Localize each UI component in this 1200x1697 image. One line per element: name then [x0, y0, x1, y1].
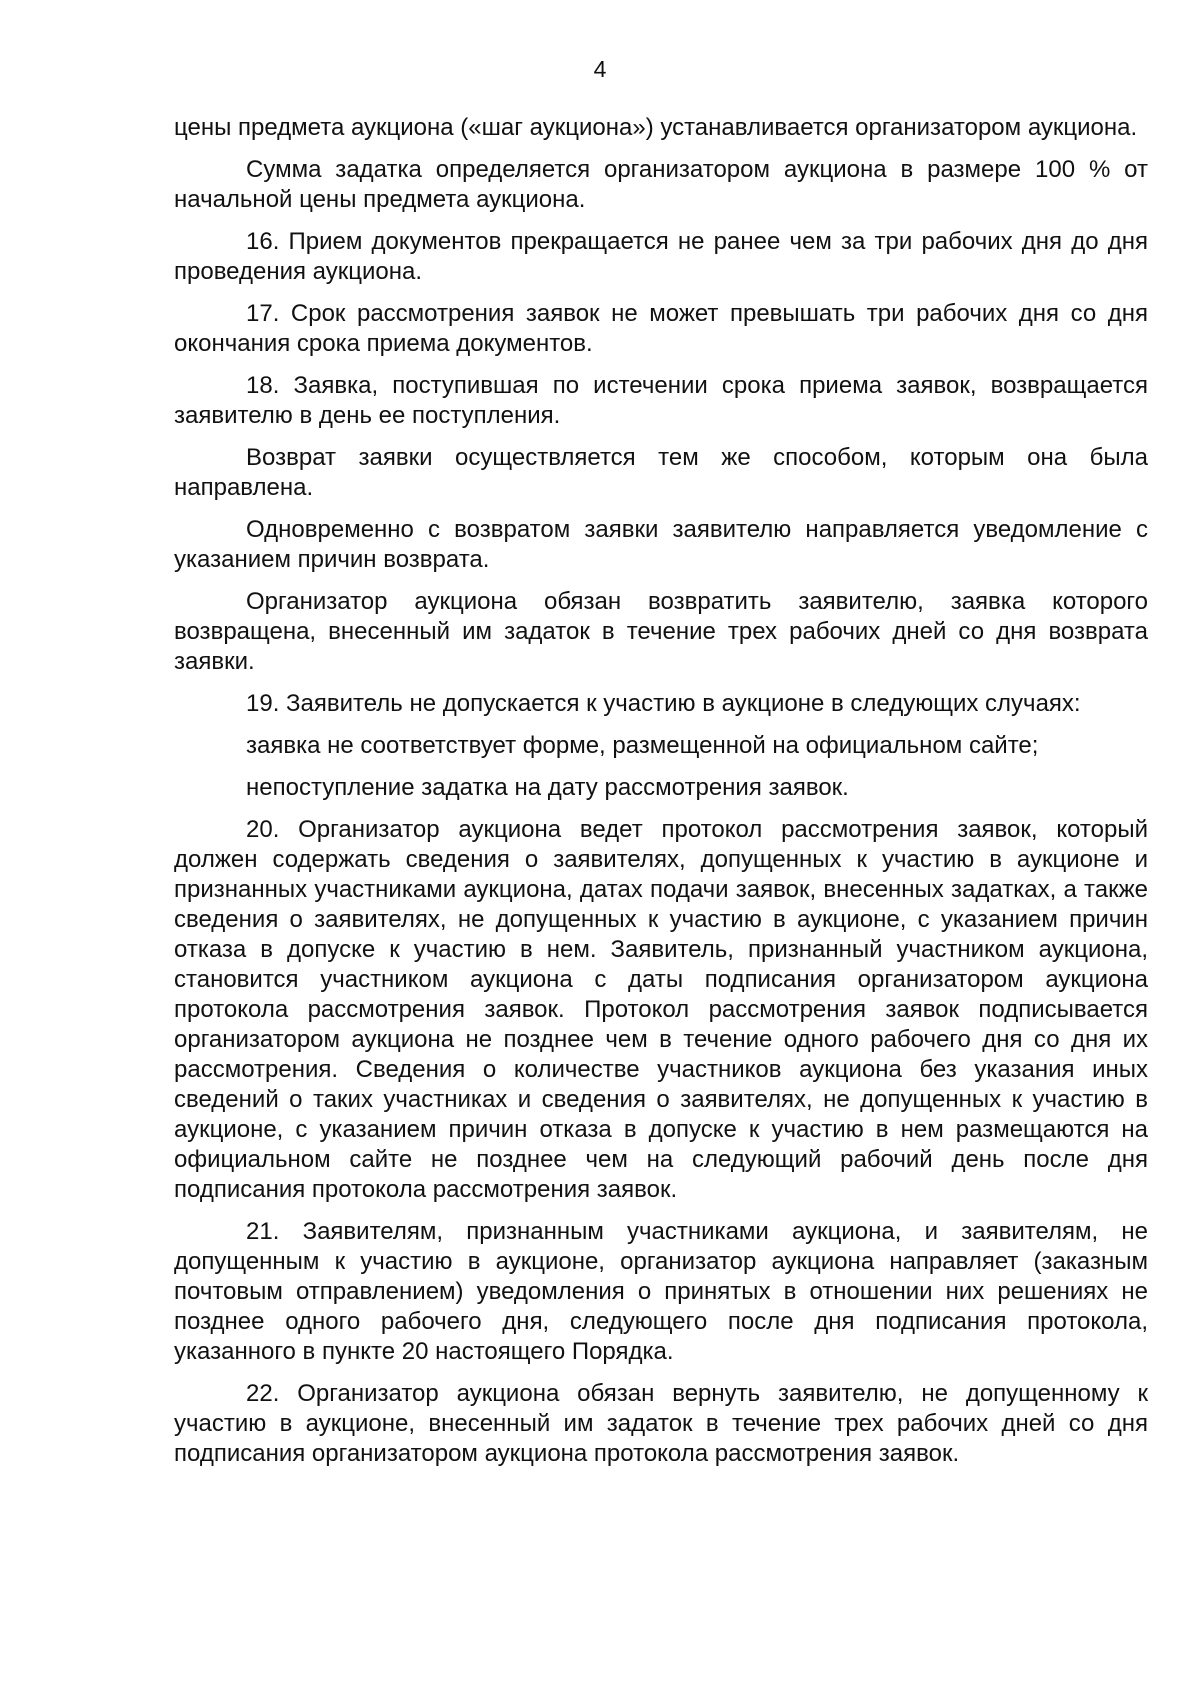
paragraph-return-notice: Одновременно с возвратом заявки заявителю направляется уведомление с указанием причин возврата. [174, 516, 1148, 573]
paragraph-item-19-case-1: заявка не соответствует форме, размещенной на официальном сайте; [246, 732, 1039, 759]
paragraph-item-21: 21. Заявителям, признанным участниками аукциона, и заявителям, не допущенным к участию в аукционе, организатор аукциона направляет (заказным почтовым отправлением) уведомления о принятых в отношении них решениях не позднее одного рабочего дня, следующего после дня подписания протокола, указанного в пункте 20 настоящего Порядка. [174, 1218, 1148, 1365]
paragraph-item-16: 16. Прием документов прекращается не ранее чем за три рабочих дня до дня проведения аукциона. [174, 228, 1148, 285]
paragraph-continuation: цены предмета аукциона («шаг аукциона») устанавливается организатором аукциона. [174, 114, 1138, 141]
document-body [174, 113, 1148, 1481]
paragraph-item-22: 22. Организатор аукциона обязан вернуть заявителю, не допущенному к участию в аукционе, внесенный им задаток в течение трех рабочих дней со дня подписания организатором аукциона протокола рассмотрения заявок. [174, 1380, 1148, 1467]
paragraph-item-19: 19. Заявитель не допускается к участию в аукционе в следующих случаях: [246, 690, 1081, 717]
paragraph-item-20: 20. Организатор аукциона ведет протокол рассмотрения заявок, который должен содержать сведения о заявителях, допущенных к участию в аукционе и признанных участниками аукциона, датах подачи заявок, внесенных задатках, а также сведения о заявителях, не допущенных к участию в аукционе, с указанием причин отказа в допуске к участию в нем. Заявитель, признанный участником аукциона, становится участником аукциона с даты подписания организатором аукциона протокола рассмотрения заявок. Протокол рассмотрения заявок подписывается организатором аукциона не позднее чем в течение одного рабочего дня со дня их рассмотрения. Сведения о количестве участников аукциона без указания иных сведений о таких участниках и сведения о заявителях, не допущенных к участию в аукционе, с указанием причин отказа в допуске к участию в нем размещаются на официальном сайте не позднее чем на следующий рабочий день после дня подписания протокола рассмотрения заявок. [174, 816, 1148, 1203]
paragraph-item-17: 17. Срок рассмотрения заявок не может превышать три рабочих дня со дня окончания срока приема документов. [174, 300, 1148, 357]
paragraph-deposit-amount: Сумма задатка определяется организатором аукциона в размере 100 % от начальной цены предмета аукциона. [174, 156, 1148, 213]
page-number: 4 [593, 56, 607, 82]
paragraph-deposit-return: Организатор аукциона обязан возвратить заявителю, заявка которого возвращена, внесенный им задаток в течение трех рабочих дней со дня возврата заявки. [174, 588, 1148, 675]
paragraph-item-18: 18. Заявка, поступившая по истечении срока приема заявок, возвращается заявителю в день ее поступления. [174, 372, 1148, 429]
paragraph-item-19-case-2: непоступление задатка на дату рассмотрения заявок. [246, 774, 849, 801]
paragraph-return-method: Возврат заявки осуществляется тем же способом, которым она была направлена. [174, 444, 1148, 501]
